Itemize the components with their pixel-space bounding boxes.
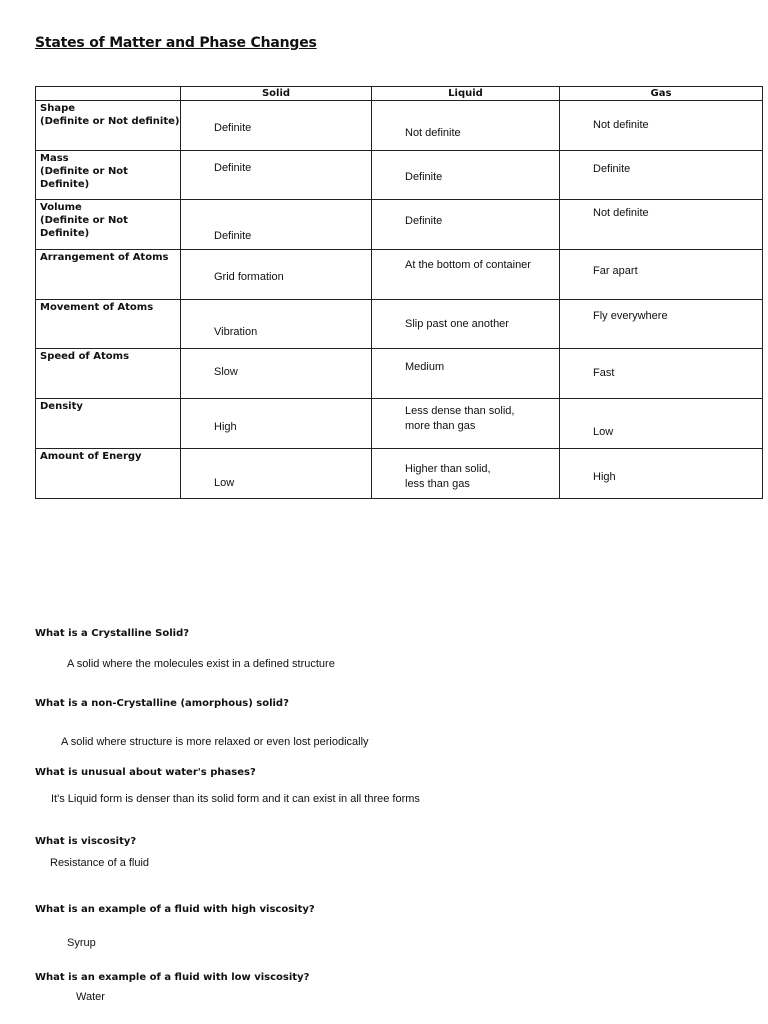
header-blank [36, 87, 181, 101]
question: What is unusual about water's phases? [35, 767, 256, 778]
liquid-value: At the bottom of container [405, 259, 531, 272]
table-row [36, 101, 763, 151]
solid-cell [181, 200, 372, 250]
header-gas: Gas [560, 87, 763, 101]
liquid-cell [372, 150, 560, 200]
table-row [36, 448, 763, 498]
answer: Syrup [67, 937, 96, 949]
header-liquid: Liquid [372, 87, 560, 101]
row-label-cell [36, 399, 181, 449]
answer: Water [76, 991, 105, 1003]
liquid-cell [372, 399, 560, 449]
gas-cell [560, 349, 763, 399]
answer: It's Liquid form is denser than its solid form and it can exist in all three forms [51, 793, 420, 805]
states-table [35, 86, 763, 499]
gas-value: High [593, 470, 616, 483]
gas-cell [560, 101, 763, 151]
table-row [36, 349, 763, 399]
row-label-cell [36, 250, 181, 300]
liquid-cell [372, 349, 560, 399]
gas-cell [560, 200, 763, 250]
gas-cell [560, 250, 763, 300]
question: What is an example of a fluid with low viscosity? [35, 972, 310, 983]
liquid-value: Definite [405, 170, 443, 183]
row-label: Volume (Definite or Not Definite) [40, 202, 128, 240]
liquid-value: Less dense than solid, more than gas [405, 405, 515, 433]
table-header-row [36, 87, 763, 101]
row-label-cell [36, 299, 181, 349]
question: What is viscosity? [35, 836, 137, 847]
row-label: Amount of Energy [40, 450, 142, 462]
gas-value: Fly everywhere [593, 309, 668, 322]
row-label-cell [36, 150, 181, 200]
table-row [36, 250, 763, 300]
gas-cell [560, 399, 763, 449]
table-row [36, 399, 763, 449]
row-label: Shape (Definite or Not definite) [40, 103, 180, 127]
gas-cell [560, 448, 763, 498]
solid-cell [181, 448, 372, 498]
question: What is a Crystalline Solid? [35, 628, 190, 639]
gas-value: Far apart [593, 265, 638, 278]
row-label: Arrangement of Atoms [40, 252, 169, 264]
table-row [36, 200, 763, 250]
solid-value: Vibration [214, 325, 258, 338]
table-row [36, 150, 763, 200]
liquid-value: Higher than solid, less than gas [405, 462, 491, 490]
row-label: Speed of Atoms [40, 351, 130, 363]
solid-value: Definite [214, 230, 252, 243]
solid-cell [181, 299, 372, 349]
gas-value: Fast [593, 367, 615, 380]
gas-value: Low [593, 426, 614, 439]
gas-value: Definite [593, 162, 631, 175]
row-label-cell [36, 349, 181, 399]
liquid-value: Not definite [405, 127, 461, 139]
solid-cell [181, 101, 372, 151]
gas-cell [560, 299, 763, 349]
table-row [36, 299, 763, 349]
solid-cell [181, 349, 372, 399]
solid-cell [181, 250, 372, 300]
row-label: Movement of Atoms [40, 301, 154, 313]
solid-value: Definite [214, 122, 252, 134]
row-label: Density [40, 401, 83, 413]
answer: Resistance of a fluid [50, 857, 150, 869]
liquid-cell [372, 250, 560, 300]
page-title: States of Matter and Phase Changes [35, 35, 317, 51]
row-label-cell [36, 200, 181, 250]
question: What is a non-Crystalline (amorphous) solid? [35, 698, 289, 709]
row-label-cell [36, 101, 181, 151]
header-solid: Solid [181, 87, 372, 101]
solid-value: Slow [214, 366, 238, 379]
gas-value: Not definite [593, 207, 649, 220]
solid-value: High [214, 421, 237, 434]
answer: A solid where the molecules exist in a defined structure [67, 658, 335, 670]
liquid-cell [372, 101, 560, 151]
liquid-value: Definite [405, 215, 443, 228]
answer: A solid where structure is more relaxed or even lost periodically [61, 736, 369, 748]
liquid-cell [372, 448, 560, 498]
solid-value: Grid formation [214, 271, 284, 284]
solid-cell [181, 399, 372, 449]
liquid-cell [372, 299, 560, 349]
liquid-value: Medium [405, 361, 445, 374]
liquid-value: Slip past one another [405, 317, 509, 330]
row-label-cell [36, 448, 181, 498]
gas-value: Not definite [593, 119, 649, 131]
question: What is an example of a fluid with high viscosity? [35, 904, 315, 915]
row-label: Mass (Definite or Not Definite) [40, 152, 128, 190]
solid-value: Definite [214, 161, 252, 174]
liquid-cell [372, 200, 560, 250]
gas-cell [560, 150, 763, 200]
solid-value: Low [214, 476, 235, 489]
solid-cell [181, 150, 372, 200]
